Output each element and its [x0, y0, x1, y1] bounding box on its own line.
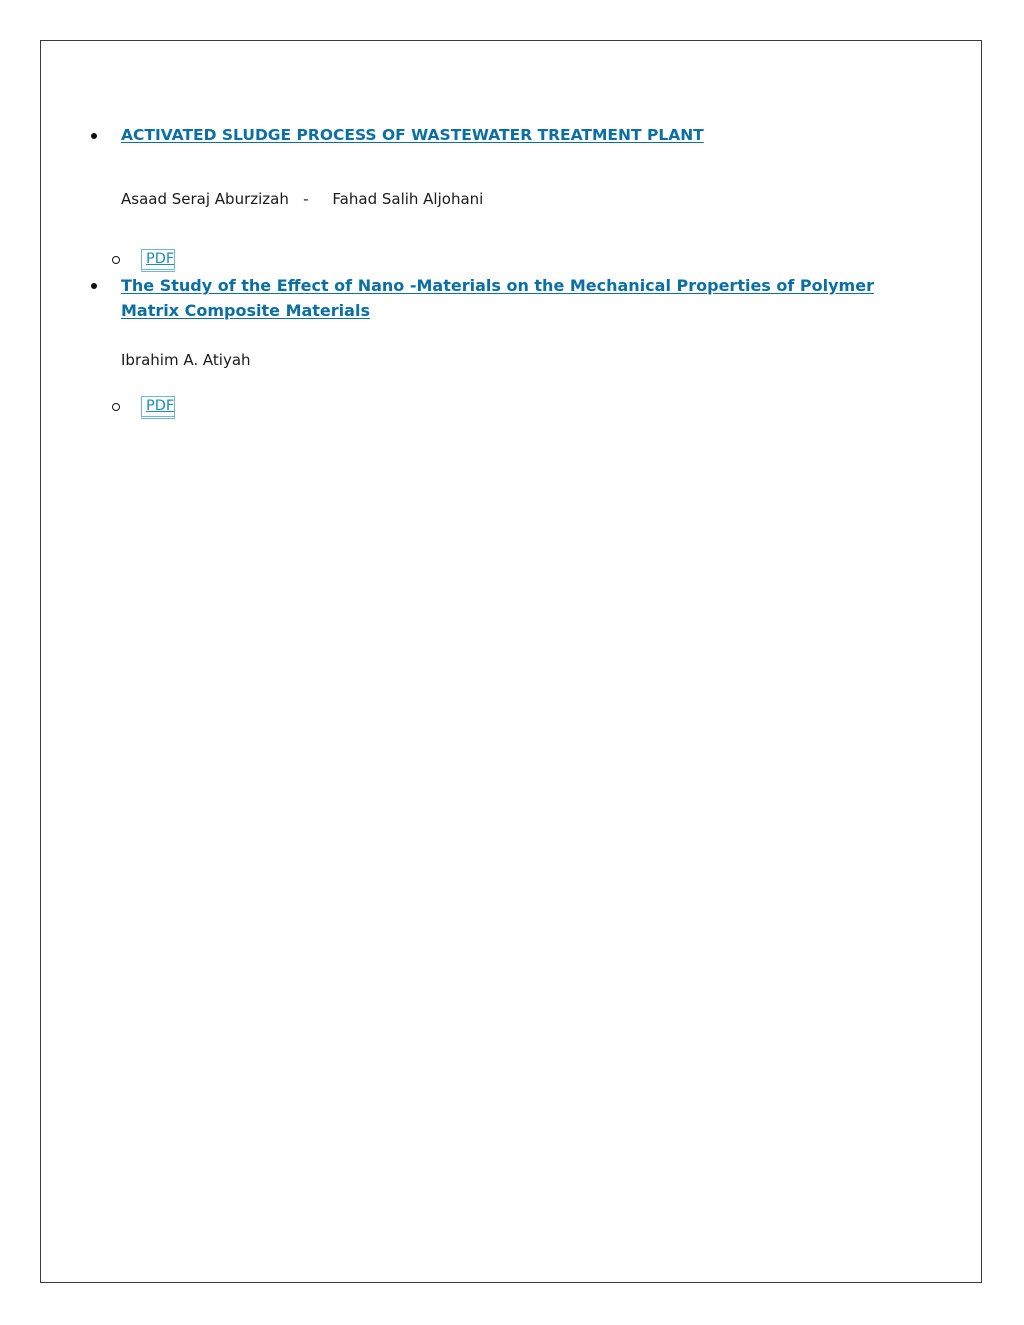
pdf-link[interactable]: PDF	[141, 249, 175, 272]
sub-bullet-icon	[112, 256, 120, 264]
article-title-link[interactable]: The Study of the Effect of Nano -Materials on the Mechanical Properties of Polymer Matrix Composite Materials	[121, 276, 874, 320]
sub-bullet-icon	[112, 403, 120, 411]
article-authors: Ibrahim A. Atiyah	[121, 351, 251, 369]
pdf-link[interactable]: PDF	[141, 396, 175, 419]
page-frame	[40, 40, 982, 1283]
article-authors: Asaad Seraj Aburzizah - Fahad Salih Aljohani	[121, 190, 484, 208]
bullet-icon	[91, 283, 97, 289]
article-title-link[interactable]: ACTIVATED SLUDGE PROCESS OF WASTEWATER TREATMENT PLANT	[121, 126, 704, 144]
bullet-icon	[91, 133, 97, 139]
